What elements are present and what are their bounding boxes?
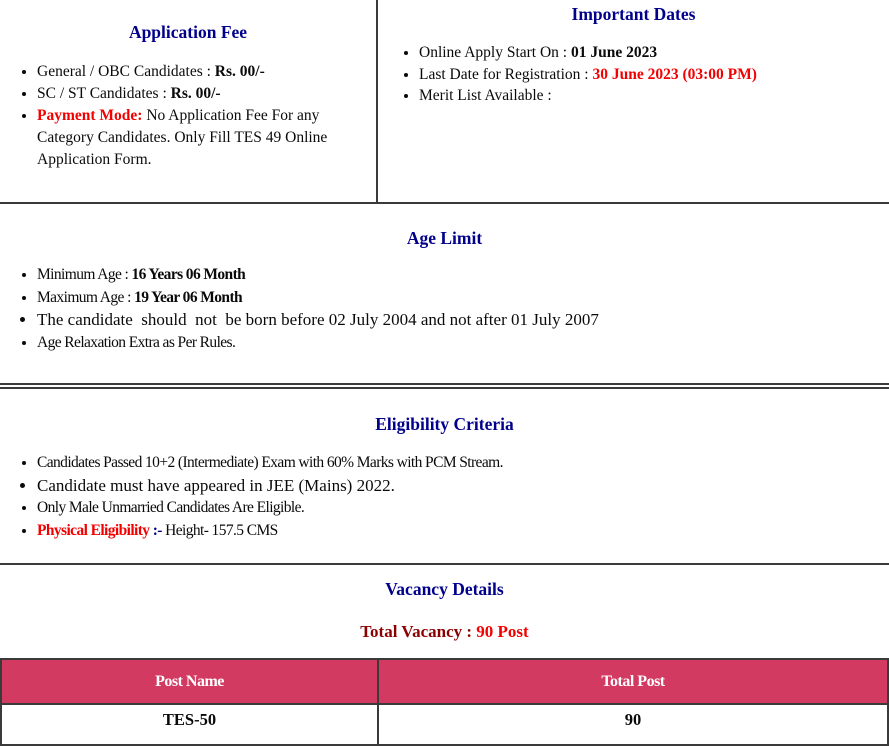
top-info-row [0, 0, 889, 204]
text-segment: 16 Years 06 Month [131, 266, 246, 283]
age-limit-list [0, 264, 889, 354]
text-segment: 30 June 2023 (03:00 PM) [592, 65, 757, 83]
age-limit-title: Age Limit [406, 228, 483, 248]
list-item [37, 497, 883, 520]
list-item [419, 64, 883, 86]
text-segment: Candidates Passed 10+2 (Intermediate) Exam with 60% Marks with PCM Stream. [37, 454, 503, 471]
text-segment: Rs. 00/- [170, 85, 221, 102]
application-fee-title: Application Fee [128, 22, 248, 42]
text-segment: Candidate must have appeared in JEE (Mains) 2022. [37, 475, 395, 495]
text-segment: General / OBC Candidates : [37, 63, 215, 80]
eligibility-section [0, 387, 889, 565]
list-item [37, 61, 370, 83]
age-limit-section [0, 204, 889, 385]
list-item [37, 475, 883, 498]
important-dates-section [378, 0, 889, 202]
text-segment: 90 Post [476, 622, 529, 641]
text-segment: Height- 157.5 CMS [161, 521, 278, 539]
text-segment: Maximum Age : [37, 288, 135, 306]
text-segment: No Application Fee For any Category Candidates. Only Fill TES 49 Online Application Form. [37, 107, 331, 168]
important-dates-list [378, 42, 889, 107]
vacancy-details-section [0, 565, 889, 746]
text-segment: Total Vacancy : [360, 622, 477, 641]
table-row [1, 704, 888, 745]
vacancy-table-header-row [1, 659, 888, 704]
vacancy-table-head [1, 659, 888, 704]
text-segment: 01 June 2023 [570, 44, 658, 61]
text-segment: SC / ST Candidates : [37, 85, 171, 102]
vacancy-table-body [1, 704, 888, 745]
table-cell: 90 [378, 704, 888, 745]
list-item [37, 520, 883, 543]
list-item [419, 85, 883, 107]
eligibility-title: Eligibility Criteria [375, 414, 514, 434]
list-item [37, 332, 883, 355]
eligibility-list [0, 452, 889, 542]
application-fee-section [0, 0, 378, 202]
text-segment: Rs. 00/- [214, 63, 265, 80]
text-segment: Online Apply Start On : [419, 44, 571, 61]
table-header-cell: Total Post [378, 659, 888, 704]
list-item [419, 42, 883, 64]
text-segment: 19 Year 06 Month [134, 288, 243, 306]
list-item [37, 287, 883, 310]
application-fee-list [0, 61, 376, 171]
table-cell: TES-50 [1, 704, 378, 745]
text-segment: Last Date for Registration : [419, 65, 593, 83]
table-header-cell: Post Name [1, 659, 378, 704]
vacancy-details-title: Vacancy Details [385, 579, 504, 599]
list-item [37, 452, 883, 475]
list-item [37, 105, 370, 171]
list-item [37, 83, 370, 105]
text-segment: Physical Eligibility [37, 521, 153, 539]
text-segment: Only Male Unmarried Candidates Are Eligible. [37, 499, 305, 516]
text-segment: Minimum Age : [37, 266, 132, 283]
important-dates-title: Important Dates [571, 4, 696, 24]
text-segment: Payment Mode: [37, 107, 143, 124]
vacancy-table [0, 658, 889, 746]
text-segment: Age Relaxation Extra as Per Rules. [37, 333, 236, 351]
text-segment: The candidate should not be born before 02 July 2004 and not after 01 July 2007 [37, 310, 599, 329]
text-segment: Merit List Available : [419, 87, 552, 104]
list-item [37, 264, 883, 287]
text-segment: :- [152, 521, 162, 539]
total-vacancy-line [0, 622, 889, 642]
list-item [37, 309, 883, 332]
